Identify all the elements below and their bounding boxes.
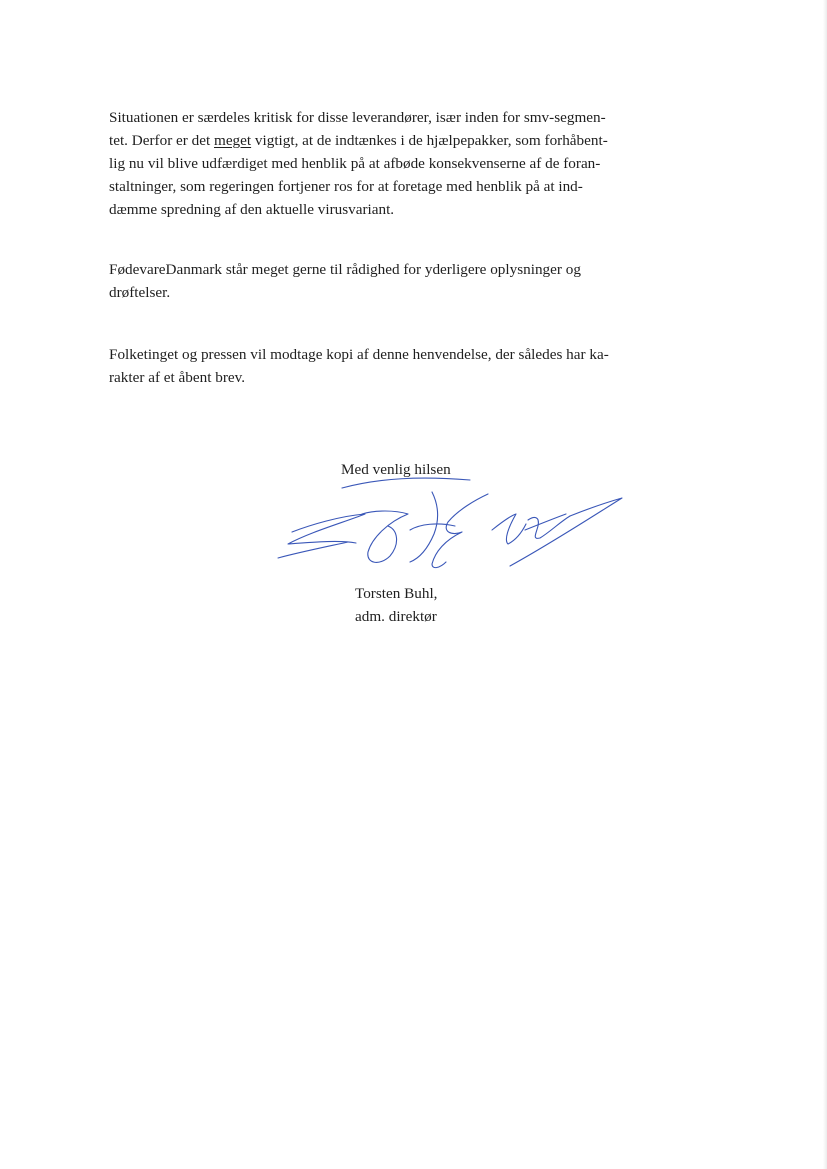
- text-line: drøftelser.: [109, 284, 171, 301]
- text-line: lig nu vil blive udfærdiget med henblik på at afbøde konsekvenserne af de foran-: [109, 155, 601, 172]
- signer-block: [355, 582, 437, 628]
- paragraph-open-letter: [109, 343, 699, 389]
- paragraph-availability: [109, 258, 699, 304]
- signer-title: adm. direktør: [355, 608, 437, 625]
- text-line: dæmme spredning af den aktuelle virusvariant.: [109, 201, 395, 218]
- text-line: Folketinget og pressen vil modtage kopi af denne henvendelse, der således har ka-: [109, 346, 609, 363]
- signer-name: Torsten Buhl,: [355, 585, 438, 602]
- page-edge: [823, 0, 827, 1169]
- handwritten-signature-icon: [270, 470, 630, 590]
- text-line: FødevareDanmark står meget gerne til rådighed for yderligere oplysninger og: [109, 261, 581, 278]
- paragraph-situation: [109, 106, 699, 221]
- closing-greeting: Med venlig hilsen: [341, 461, 451, 478]
- text-segment: tet. Derfor er det: [109, 132, 214, 149]
- text-line: staltninger, som regeringen fortjener ros for at foretage med henblik på at ind-: [109, 178, 583, 195]
- text-line: Situationen er særdeles kritisk for disse leverandører, især inden for smv-segmen-: [109, 109, 606, 126]
- text-segment: vigtigt, at de indtænkes i de hjælpepakker, som forhåbent-: [251, 132, 608, 149]
- text-line: [109, 129, 699, 152]
- text-line: rakter af et åbent brev.: [109, 369, 246, 386]
- emphasis-underlined: meget: [214, 132, 252, 149]
